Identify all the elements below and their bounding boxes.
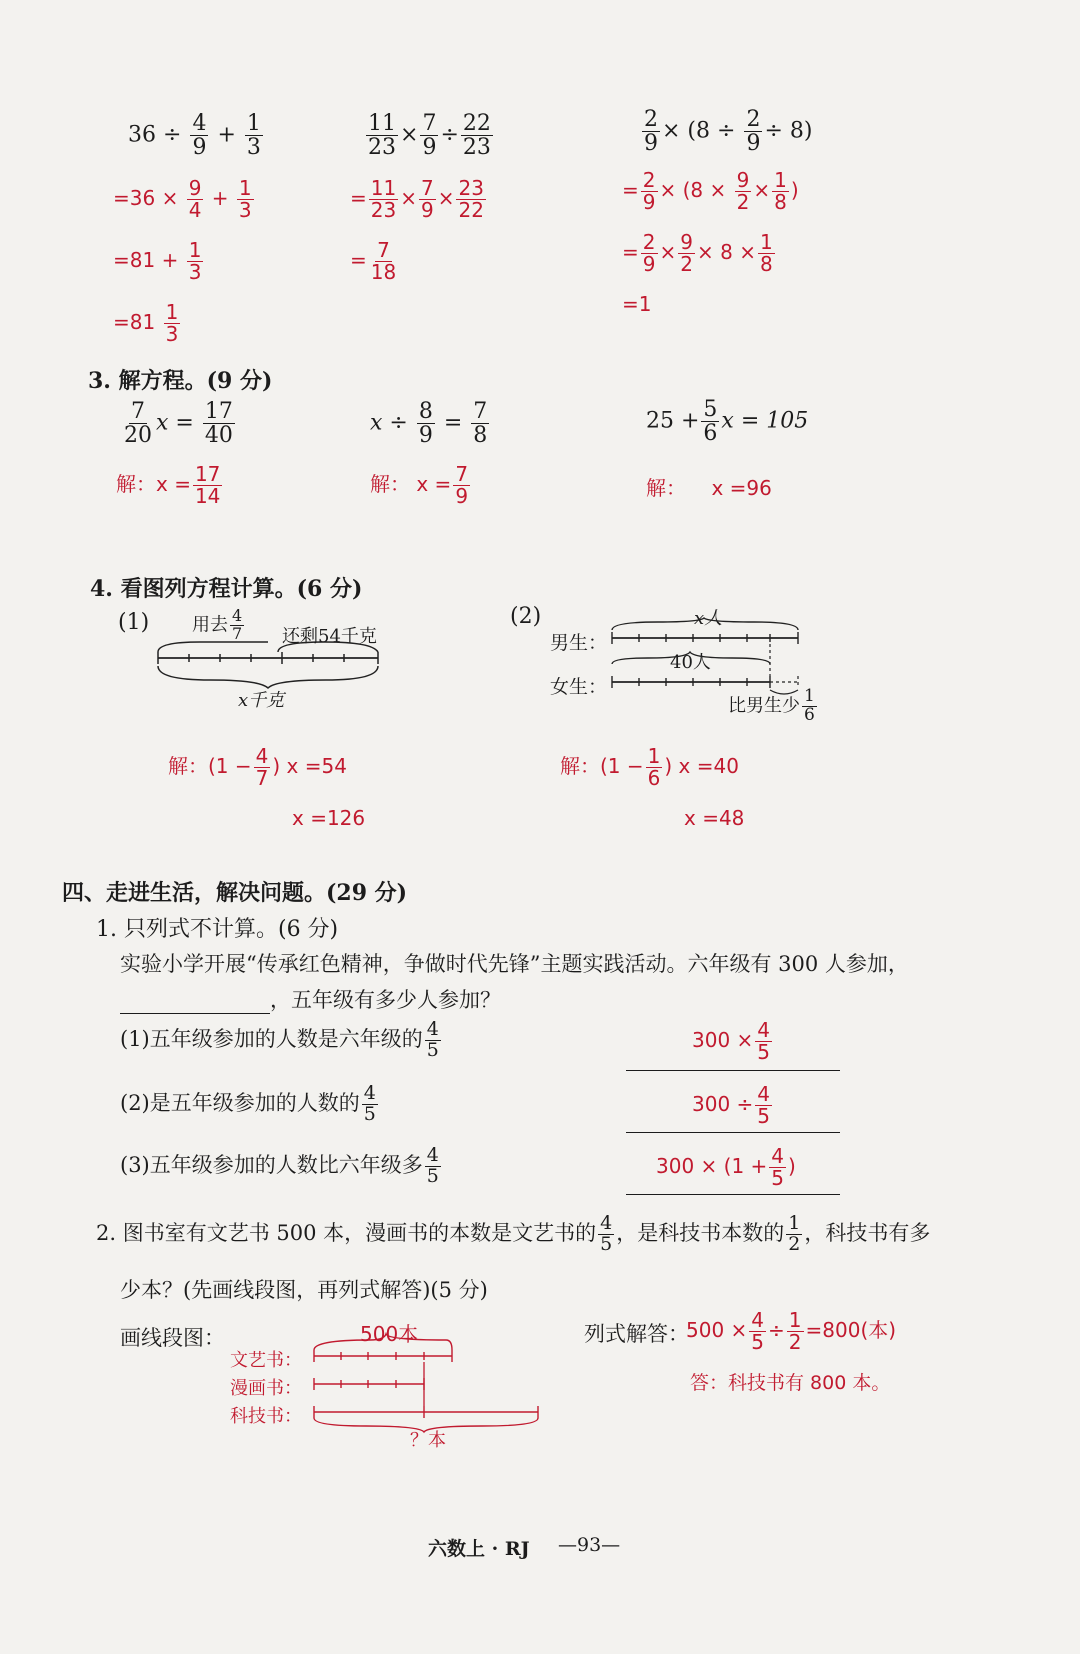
q1-item2: (2)是五年级参加的人数的 $\frac{4}{5}$: [120, 1082, 376, 1125]
q1-text2: ，五年级有多少人参加？: [120, 984, 501, 1014]
q2-text2: 少本？(先画线段图，再列式解答)(5 分): [120, 1278, 488, 1302]
diagram1-bottom-brace: [158, 666, 378, 688]
q1-title: 1. 只列式不计算。(6 分): [96, 917, 339, 942]
calc1-step2: =81 + $\frac{1}{3}$: [113, 238, 202, 284]
diagram2-label: (2): [510, 604, 542, 629]
diagram1-remain-label: 还剩54千克: [282, 626, 377, 647]
diagram2-x-label: x人: [694, 608, 723, 629]
eq3-answer: 解： x =96: [646, 476, 772, 500]
diagram1-total-label: x千克: [238, 690, 285, 711]
section-four-title: 四、走进生活，解决问题。(29 分): [62, 880, 408, 906]
diagram1-top-brace-left: [158, 642, 268, 652]
page-number: —93—: [558, 1534, 621, 1556]
q1-blank[interactable]: [120, 991, 270, 1014]
diagram2-segment: [608, 618, 808, 698]
calc1-step1: =36 × $\frac{9}{4}$ + $\frac{1}{3}$: [113, 176, 252, 222]
eq1-answer: 解：x = $\frac{17}{14}$: [116, 462, 221, 508]
diagram1-used-label: 用去 $\frac{4}{7}$: [192, 606, 243, 643]
q1-item3-answer: 300 × (1 + $\frac{4}{5}$ ): [656, 1144, 796, 1190]
diagram2-answer1: 解：(1 − $\frac{1}{6}$ ) x =40: [560, 744, 739, 790]
q2-solve-expression: 500 × $\frac{4}{5}$ ÷ $\frac{1}{2}$ =800(本): [686, 1308, 897, 1354]
calc1-question: 36 ÷ $\frac{4}{9}$ + $\frac{1}{3}$: [128, 111, 261, 161]
diagram2-40-brace: [612, 652, 770, 664]
q2-text1: 2. 图书室有文艺书 500 本，漫画书的本数是文艺书的 $\frac{4}{5}$ ，是科技书本数的 $\frac{1}{2}$ ，科技书有多: [96, 1212, 931, 1255]
q1-item3-answer-line: [626, 1194, 840, 1195]
calc1-step3: =81 $\frac{1}{3}$: [113, 300, 179, 346]
q2-seg-top-label: 500本: [360, 1322, 419, 1346]
calc3-step2: = $\frac{2}{9}$ × $\frac{9}{2}$ × 8 × $\frac{1}{8}$: [622, 230, 773, 276]
diagram1-answer1: 解：(1 − $\frac{4}{7}$ ) x =54: [168, 744, 347, 790]
section4-title: 4. 看图列方程计算。(6 分): [90, 576, 363, 602]
calc3-step3: =1: [622, 292, 652, 316]
q1-text1: 实验小学开展“传承红色精神，争做时代先锋”主题实践活动。六年级有 300 人参加，: [120, 952, 909, 976]
calc3-step1: = $\frac{2}{9}$ × (8 × $\frac{9}{2}$ × $\frac{1}{8}$ ): [622, 168, 799, 214]
q2-segment-diagram: [310, 1338, 550, 1434]
diagram2-answer2: x =48: [684, 806, 745, 830]
diagram2-x-brace: [612, 618, 798, 630]
footer-book-label: 六数上 · RJ: [428, 1538, 530, 1560]
q1-item2-answer: 300 ÷ $\frac{4}{5}$: [692, 1082, 771, 1128]
diagram2-girls-label: 女生：: [550, 676, 608, 698]
calc2-step2: = $\frac{7}{18}$: [350, 238, 397, 284]
diagram1-segment: [150, 636, 390, 692]
eq2: x ÷ $\frac{8}{9}$ = $\frac{7}{8}$: [370, 399, 488, 449]
section3-title: 3. 解方程。(9 分): [88, 368, 273, 394]
diagram2-40-label: 40人: [670, 652, 711, 673]
calc2-step1: = $\frac{11}{23}$ × $\frac{7}{9}$ × $\frac{23}{22}$: [350, 176, 484, 222]
q2-lit-label: 文艺书：: [230, 1350, 302, 1371]
eq2-answer: 解： x = $\frac{7}{9}$: [370, 462, 469, 508]
q1-item1: (1)五年级参加的人数是六年级的 $\frac{4}{5}$: [120, 1018, 439, 1061]
q2-answer: 答：科技书有 800 本。: [690, 1372, 891, 1394]
diagram1-label: (1): [118, 610, 150, 635]
diagram2-less-label: 比男生少 $\frac{1}{6}$: [728, 686, 815, 725]
diagram2-boys-label: 男生：: [550, 632, 608, 654]
q2-comic-label: 漫画书：: [230, 1378, 302, 1399]
q1-item2-answer-line: [626, 1132, 840, 1133]
eq1: $\frac{7}{20}$ x = $\frac{17}{40}$: [124, 399, 233, 449]
diagram1-answer2: x =126: [292, 806, 366, 830]
calc3-question: $\frac{2}{9}$ × (8 ÷ $\frac{2}{9}$ ÷ 8): [644, 107, 813, 157]
q2-sci-label: 科技书：: [230, 1406, 302, 1427]
q1-item3: (3)五年级参加的人数比六年级多 $\frac{4}{5}$: [120, 1144, 439, 1187]
q1-item1-answer: 300 × $\frac{4}{5}$: [692, 1018, 771, 1064]
calc2-question: $\frac{11}{23}$ × $\frac{7}{9}$ ÷ $\frac{22}{23}$: [368, 111, 491, 161]
eq3: 25 + $\frac{5}{6}$ x = 105: [646, 397, 809, 447]
diagram1-top-brace-right: [278, 642, 378, 652]
q2-question-label: ？本: [410, 1430, 446, 1451]
q2-draw-label: 画线段图：: [120, 1326, 225, 1350]
q2-solve-label: 列式解答：: [584, 1322, 689, 1346]
q1-item1-answer-line: [626, 1070, 840, 1071]
